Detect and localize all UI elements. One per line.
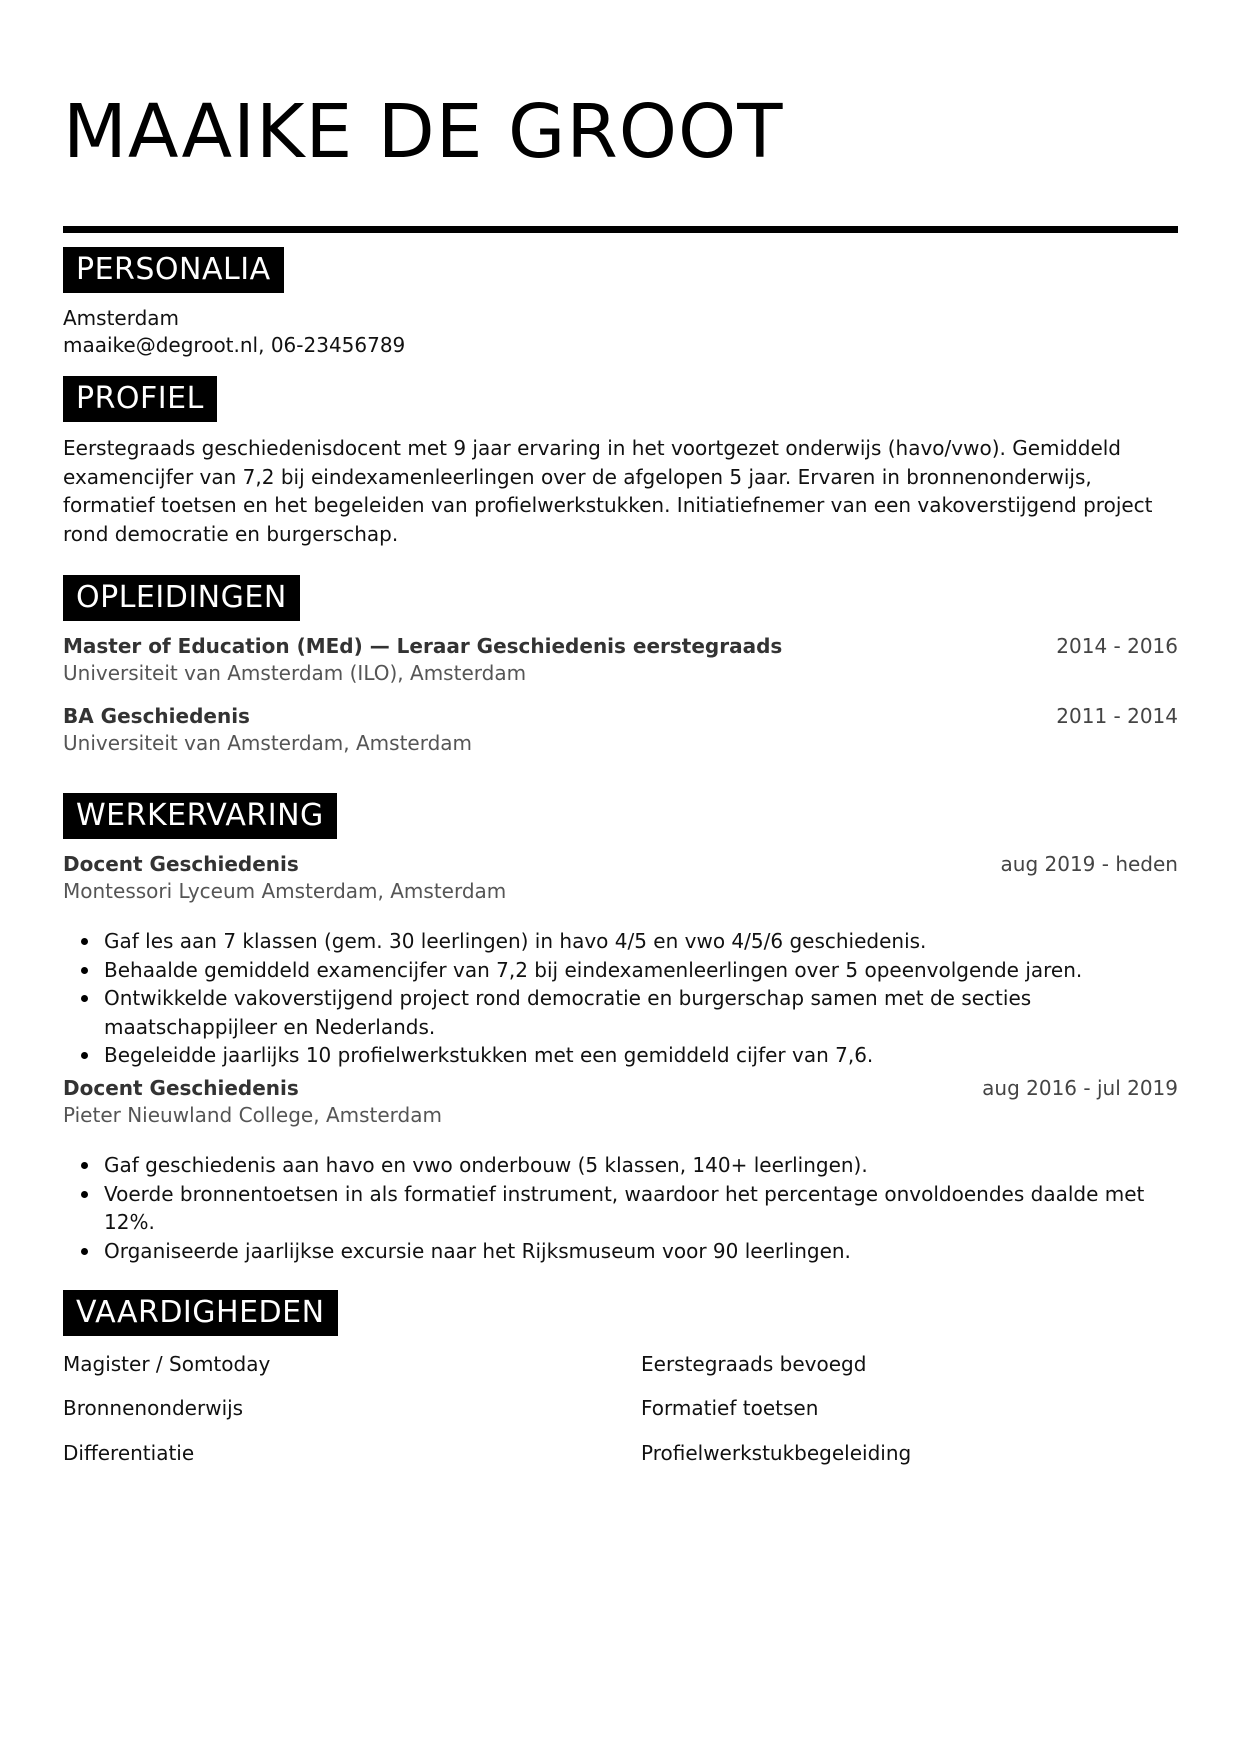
work-title: Docent Geschiedenis — [63, 852, 299, 876]
skill-item: Formatief toetsen — [641, 1396, 819, 1420]
section-title-vaardigheden: VAARDIGHEDEN — [63, 1290, 338, 1336]
skill-item: Profielwerkstukbegeleiding — [641, 1441, 912, 1465]
bullet-dot-icon — [81, 1191, 88, 1198]
work-bullet-text: Gaf les aan 7 klassen (gem. 30 leerlingen) in havo 4/5 en vwo 4/5/6 geschiedenis. — [104, 929, 927, 953]
profiel-text: Eerstegraads geschiedenisdocent met 9 jaar ervaring in het voortgezet onderwijs (havo/vwo). Gemiddeld examencijfer van 7,2 bij eindexamenleerlingen over de afgelopen 5 jaar. Ervaren in bronnenonderwijs, formatief toetsen en het begeleiden van profielwerkstukken. Initiatiefnemer van een vakoverstijgend project rond democratie en burgerschap. — [63, 436, 1153, 546]
work-bullet — [63, 1180, 1178, 1237]
skill-item: Magister / Somtoday — [63, 1352, 271, 1376]
work-title: Docent Geschiedenis — [63, 1076, 299, 1100]
skill-item: Differentiatie — [63, 1441, 195, 1465]
skill-item: Eerstegraads bevoegd — [641, 1352, 867, 1376]
work-employer: Pieter Nieuwland College, Amsterdam — [63, 1103, 442, 1127]
work-bullet — [63, 927, 1178, 956]
work-bullet — [63, 1151, 1178, 1180]
work-employer: Montessori Lyceum Amsterdam, Amsterdam — [63, 879, 507, 903]
section-title-personalia: PERSONALIA — [63, 247, 284, 293]
bullet-dot-icon — [81, 967, 88, 974]
bullet-dot-icon — [81, 1052, 88, 1059]
work-bullet-text: Organiseerde jaarlijkse excursie naar het Rijksmuseum voor 90 leerlingen. — [104, 1238, 851, 1263]
education-dates: 2014 - 2016 — [1056, 634, 1178, 658]
work-bullet-text: Gaf geschiedenis aan havo en vwo onderbouw (5 klassen, 140+ leerlingen). — [104, 1153, 868, 1177]
bullet-dot-icon — [81, 1248, 88, 1255]
work-bullet — [63, 956, 1178, 985]
education-title: Master of Education (MEd) — Leraar Geschiedenis eerstegraads — [63, 634, 783, 658]
work-bullets — [63, 927, 1178, 1070]
bullet-dot-icon — [81, 995, 88, 1002]
work-bullet — [63, 1041, 1178, 1070]
skill-item: Bronnenonderwijs — [63, 1396, 244, 1420]
work-bullet-text: Begeleidde jaarlijks 10 profielwerkstukken met een gemiddeld cijfer van 7,6. — [104, 1043, 874, 1067]
work-bullet — [63, 984, 1178, 1041]
education-institution: Universiteit van Amsterdam, Amsterdam — [63, 731, 473, 755]
work-bullet-text: Ontwikkelde vakoverstijgend project rond democratie en burgerschap samen met de secties maatschappijleer en Nederlands. — [104, 986, 1032, 1039]
section-title-opleidingen: OPLEIDINGEN — [63, 575, 300, 621]
work-bullet — [63, 1237, 1178, 1266]
work-bullets — [63, 1151, 1178, 1265]
work-bullet-text: Behaalde gemiddeld examencijfer van 7,2 bij eindexamenleerlingen over 5 opeenvolgende jaren. — [104, 957, 1083, 982]
work-bullet-text: Voerde bronnentoetsen in als formatief instrument, waardoor het percentage onvoldoendes daalde met 12%. — [104, 1181, 1145, 1234]
education-dates: 2011 - 2014 — [1056, 704, 1178, 728]
header-divider — [63, 226, 1178, 233]
candidate-name: MAAIKE DE GROOT — [63, 89, 784, 175]
bullet-dot-icon — [81, 1162, 88, 1169]
personalia-contact: maaike@degroot.nl, 06-23456789 — [63, 333, 406, 357]
work-dates: aug 2019 - heden — [1000, 852, 1178, 876]
bullet-dot-icon — [81, 938, 88, 945]
education-institution: Universiteit van Amsterdam (ILO), Amsterdam — [63, 661, 527, 685]
education-title: BA Geschiedenis — [63, 704, 250, 728]
section-title-werkervaring: WERKERVARING — [63, 793, 337, 839]
personalia-city: Amsterdam — [63, 306, 180, 330]
work-dates: aug 2016 - jul 2019 — [982, 1076, 1178, 1100]
section-title-profiel: PROFIEL — [63, 376, 217, 422]
